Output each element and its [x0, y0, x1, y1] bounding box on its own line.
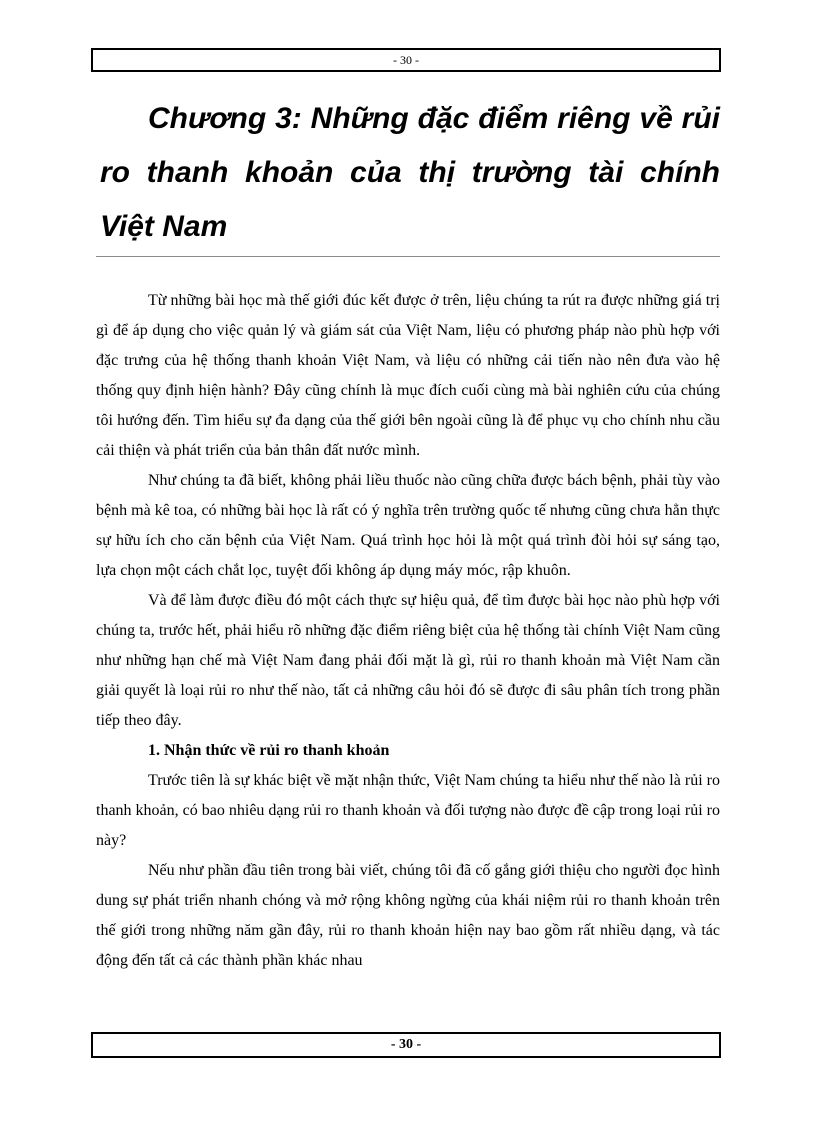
- paragraph: Như chúng ta đã biết, không phải liều thuốc nào cũng chữa được bách bệnh, phải tùy vào bệnh mà kê toa, có những bài học là rất có ý nghĩa trên trường quốc tế nhưng cũng chưa hẳn thực sự hữu ích cho căn bệnh của Việt Nam. Quá trình học hỏi là một quá trình đòi hỏi sự sáng tạo, lựa chọn một cách chắt lọc, tuyệt đối không áp dụng máy móc, rập khuôn.: [96, 472, 720, 579]
- chapter-title-line-2: ro thanh khoản của thị trường tài chính: [100, 156, 720, 189]
- header-page-number: - 30 -: [393, 53, 419, 67]
- section-heading: 1. Nhận thức về rủi ro thanh khoản: [148, 742, 390, 759]
- footer-page-number: - 30 -: [390, 1037, 422, 1052]
- paragraph: Nếu như phần đầu tiên trong bài viết, chúng tôi đã cố gắng giới thiệu cho người đọc hình dung sự phát triển nhanh chóng và mở rộng không ngừng của khái niệm rủi ro thanh khoản trên thế giới trong những năm gần đây, rủi ro thanh khoản hiện nay bao gồm rất nhiều dạng, và tác động đến tất cả các thành phần khác nhau: [96, 862, 720, 969]
- paragraph: Trước tiên là sự khác biệt về mặt nhận thức, Việt Nam chúng ta hiểu như thế nào là rủi ro thanh khoản, có bao nhiêu dạng rủi ro thanh khoản và đối tượng nào được đề cập trong loại rủi ro này?: [96, 772, 720, 849]
- header-page-number-box: [91, 48, 721, 72]
- paragraph: Và để làm được điều đó một cách thực sự hiệu quả, để tìm được bài học nào phù hợp với chúng ta, trước hết, phải hiểu rõ những đặc điểm riêng biệt của hệ thống tài chính Việt Nam cũng như những hạn chế mà Việt Nam đang phải đối mặt là gì, rủi ro thanh khoản mà Việt Nam cần giải quyết là loại rủi ro như thế nào, tất cả những câu hỏi đó sẽ được đi sâu phân tích trong phần tiếp theo đây.: [96, 592, 720, 729]
- paragraph: Từ những bài học mà thế giới đúc kết được ở trên, liệu chúng ta rút ra được những giá trị gì để áp dụng cho việc quản lý và giám sát của Việt Nam, liệu có phương pháp nào phù hợp với đặc trưng của hệ thống thanh khoản Việt Nam, và liệu có những cải tiến nào nên đưa vào hệ thống quy định hiện hành? Đây cũng chính là mục đích cuối cùng mà bài nghiên cứu của chúng tôi hướng đến. Tìm hiểu sự đa dạng của thế giới bên ngoài cũng là để phục vụ cho chính nhu cầu cải thiện và phát triển của bản thân đất nước mình.: [96, 292, 720, 459]
- document-body: [96, 286, 720, 976]
- chapter-title-line-1: Chương 3: Những đặc điểm riêng về rủi: [148, 102, 720, 135]
- title-divider: [96, 256, 720, 257]
- chapter-title: [100, 92, 720, 254]
- chapter-title-line-3: Việt Nam: [100, 210, 228, 243]
- footer-page-number-box: [91, 1032, 721, 1058]
